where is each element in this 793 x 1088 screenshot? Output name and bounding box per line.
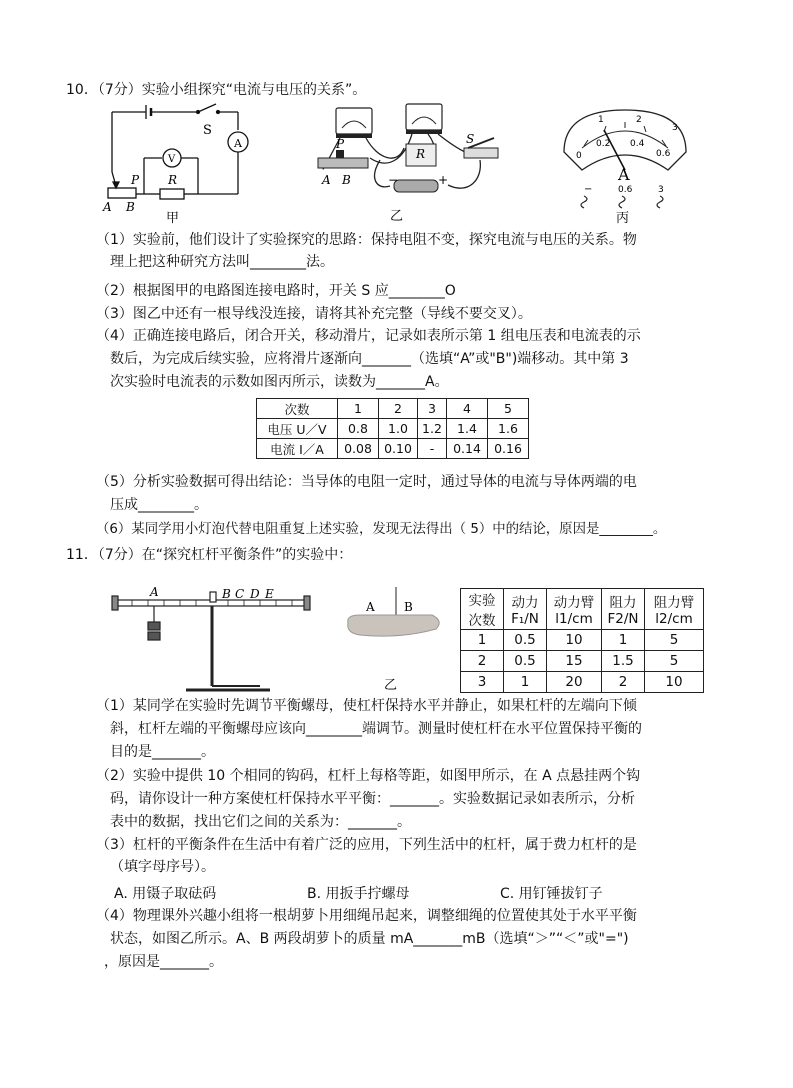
q10-p5b: 压成________。 bbox=[110, 497, 208, 513]
circuit-photo-yi bbox=[308, 100, 508, 225]
table-cell: 1.0 bbox=[379, 419, 418, 439]
table-cell: 电压 U／V bbox=[257, 419, 338, 439]
label-P: P bbox=[131, 173, 140, 187]
q10-p3: （3）图乙中还有一根导线没连接，请将其补充完整（导线不要交叉）。 bbox=[96, 306, 532, 322]
q11-option-b: B. 用扳手拧螺母 bbox=[307, 886, 410, 902]
terminal-06: 0.6 bbox=[618, 185, 633, 195]
label-S: S bbox=[203, 123, 212, 138]
dial-top-3: 3 bbox=[672, 123, 678, 133]
q10-data-table bbox=[256, 398, 529, 459]
table-cell: 0.8 bbox=[338, 419, 379, 439]
table-cell: 2 bbox=[602, 672, 645, 693]
table-row bbox=[257, 419, 529, 439]
ammeter-dial-bing bbox=[560, 100, 690, 225]
q11-p1c: 目的是_______。 bbox=[110, 744, 215, 760]
q10-p1a: （1）实验前，他们设计了实验探究的思路：保持电阻不变，探究电流与电压的关系。物 bbox=[96, 232, 637, 248]
label-R: R bbox=[168, 173, 178, 187]
terminal-minus: − bbox=[584, 184, 593, 195]
q10-p2: （2）根据图甲的电路图连接电路时，开关 S 应________O bbox=[96, 283, 456, 299]
carrot-label-A: A bbox=[366, 600, 375, 614]
label-A: A bbox=[103, 200, 112, 214]
table-cell: 0.16 bbox=[488, 439, 529, 459]
label-S: S bbox=[466, 132, 475, 146]
caption-bing: 丙 bbox=[616, 211, 630, 225]
table-cell: 1.4 bbox=[447, 419, 488, 439]
table-cell: 1 bbox=[504, 672, 547, 693]
q11-p4c: ，原因是_______。 bbox=[104, 954, 223, 970]
q11-p1a: （1）某同学在实验时先调节平衡螺母，使杠杆保持水平并静止，如果杠杆的左端向下倾 bbox=[96, 698, 637, 714]
lever-stand-jia bbox=[110, 582, 320, 694]
q11-data-table bbox=[460, 588, 704, 693]
table-row bbox=[461, 651, 704, 672]
q10-p6: （6）某同学用小灯泡代替电阻重复上述实验，发现无法得出（ 5）中的结论，原因是________。 bbox=[96, 522, 667, 537]
label-plus: + bbox=[438, 173, 449, 187]
label-V-meter: V bbox=[168, 154, 176, 165]
q11-p3b: （填字母序号）。 bbox=[110, 859, 215, 875]
dial-top-1: 1 bbox=[598, 115, 604, 125]
q10-p1b: 理上把这种研究方法叫________法。 bbox=[110, 254, 334, 270]
dial-bot-3: 0.6 bbox=[656, 149, 671, 159]
table-row bbox=[461, 630, 704, 651]
table-header: 5 bbox=[488, 399, 529, 419]
lever-label-A: A bbox=[150, 585, 159, 599]
table-cell: 0.10 bbox=[379, 439, 418, 459]
circuit-diagram-jia bbox=[100, 100, 250, 225]
table-header: 阻力 F2/N bbox=[602, 589, 645, 630]
q11-title: 11．（7分）在“探究杠杆平衡条件”的实验中： bbox=[66, 547, 353, 563]
label-A-meter: A bbox=[234, 137, 242, 150]
q10-p4b: 数后，为完成后续实验，应将滑片逐渐向_______（选填“A”或"B")端移动。其中第 3 bbox=[110, 351, 629, 367]
label-minus: − bbox=[388, 173, 399, 187]
table-header: 动力 F₁/N bbox=[504, 589, 547, 630]
table-cell: 1 bbox=[461, 630, 504, 651]
table-cell: 0.5 bbox=[504, 651, 547, 672]
table-header: 3 bbox=[418, 399, 447, 419]
label-R: R bbox=[416, 147, 426, 161]
carrot-label-B: B bbox=[404, 600, 413, 614]
table-cell: 1.2 bbox=[418, 419, 447, 439]
caption-yi: 乙 bbox=[390, 209, 404, 224]
q11-option-a: A. 用镊子取砝码 bbox=[114, 886, 217, 902]
label-B: B bbox=[126, 200, 135, 214]
table-cell: 1 bbox=[602, 630, 645, 651]
table-cell: 10 bbox=[547, 630, 602, 651]
q11-p4a: （4）物理课外兴趣小组将一根胡萝卜用细绳吊起来，调整细绳的位置使其处于水平平衡 bbox=[96, 908, 637, 924]
q10-p4a: （4）正确连接电路后，闭合开关，移动滑片，记录如表所示第 1 组电压表和电流表的示 bbox=[96, 328, 641, 344]
table-cell: 5 bbox=[645, 630, 704, 651]
q11-p1b: 斜，杠杆左端的平衡螺母应该向________端调节。测量时使杠杆在水平位置保持平衡的 bbox=[110, 721, 642, 737]
table-row bbox=[257, 439, 529, 459]
label-B: B bbox=[342, 173, 351, 187]
caption-jia: 甲 bbox=[166, 211, 180, 225]
q10-p5a: （5）分析实验数据可得出结论：当导体的电阻一定时，通过导体的电流与导体两端的电 bbox=[96, 474, 637, 490]
table-header: 实验 次数 bbox=[461, 589, 504, 630]
dial-unit: A bbox=[618, 165, 630, 184]
table-cell: 电流 I／A bbox=[257, 439, 338, 459]
q10-title: 10．（7分）实验小组探究“电流与电压的关系”。 bbox=[66, 82, 367, 98]
table-cell: 1.6 bbox=[488, 419, 529, 439]
table-header: 1 bbox=[338, 399, 379, 419]
terminal-3: 3 bbox=[658, 185, 664, 195]
q11-p2b: 码，请你设计一种方案使杠杆保持水平平衡：_______。实验数据记录如表所示，分析 bbox=[110, 791, 635, 807]
table-header-row bbox=[257, 399, 529, 419]
q11-p3a: （3）杠杆的平衡条件在生活中有着广泛的应用，下列生活中的杠杆，属于费力杠杆的是 bbox=[96, 837, 637, 853]
table-row bbox=[461, 672, 704, 693]
table-cell: 0.08 bbox=[338, 439, 379, 459]
table-cell: 0.14 bbox=[447, 439, 488, 459]
dial-bot-2: 0.4 bbox=[630, 139, 645, 149]
q11-p2a: （2）实验中提供 10 个相同的钩码，杠杆上每格等距，如图甲所示，在 A 点悬挂两个钩 bbox=[96, 768, 641, 784]
table-cell: 10 bbox=[645, 672, 704, 693]
table-cell: 20 bbox=[547, 672, 602, 693]
table-cell: 2 bbox=[461, 651, 504, 672]
label-A: A bbox=[322, 173, 331, 187]
carrot-figure-yi bbox=[340, 585, 450, 695]
table-cell: 15 bbox=[547, 651, 602, 672]
table-cell: - bbox=[418, 439, 447, 459]
lever-label-B: B bbox=[222, 587, 231, 601]
lever-label-E: E bbox=[265, 587, 274, 601]
table-header: 动力臂 l1/cm bbox=[547, 589, 602, 630]
q10-p4c: 次实验时电流表的示数如图丙所示，读数为_______A。 bbox=[110, 374, 449, 390]
table-cell: 3 bbox=[461, 672, 504, 693]
q11-p4b: 状态，如图乙所示。A、B 两段胡萝卜的质量 mA_______mB（选填“＞”“＜”或"=") bbox=[110, 931, 629, 947]
lever-label-C: C bbox=[235, 587, 245, 601]
table-header: 2 bbox=[379, 399, 418, 419]
dial-top-2: 2 bbox=[636, 115, 642, 125]
label-P: P bbox=[336, 137, 345, 151]
dial-bot-1: 0.2 bbox=[596, 139, 611, 149]
table-cell: 1.5 bbox=[602, 651, 645, 672]
table-header-row bbox=[461, 589, 704, 630]
q11-p2c: 表中的数据，找出它们之间的关系为：_______。 bbox=[110, 814, 411, 830]
q11-option-c: C. 用钉锤拔钉子 bbox=[500, 886, 603, 902]
table-cell: 5 bbox=[645, 651, 704, 672]
caption-yi: 乙 bbox=[384, 678, 398, 693]
table-header: 次数 bbox=[257, 399, 338, 419]
table-cell: 0.5 bbox=[504, 630, 547, 651]
lever-label-D: D bbox=[250, 587, 260, 601]
table-header: 阻力臂 l2/cm bbox=[645, 589, 704, 630]
dial-bot-0: 0 bbox=[576, 151, 582, 161]
table-header: 4 bbox=[447, 399, 488, 419]
